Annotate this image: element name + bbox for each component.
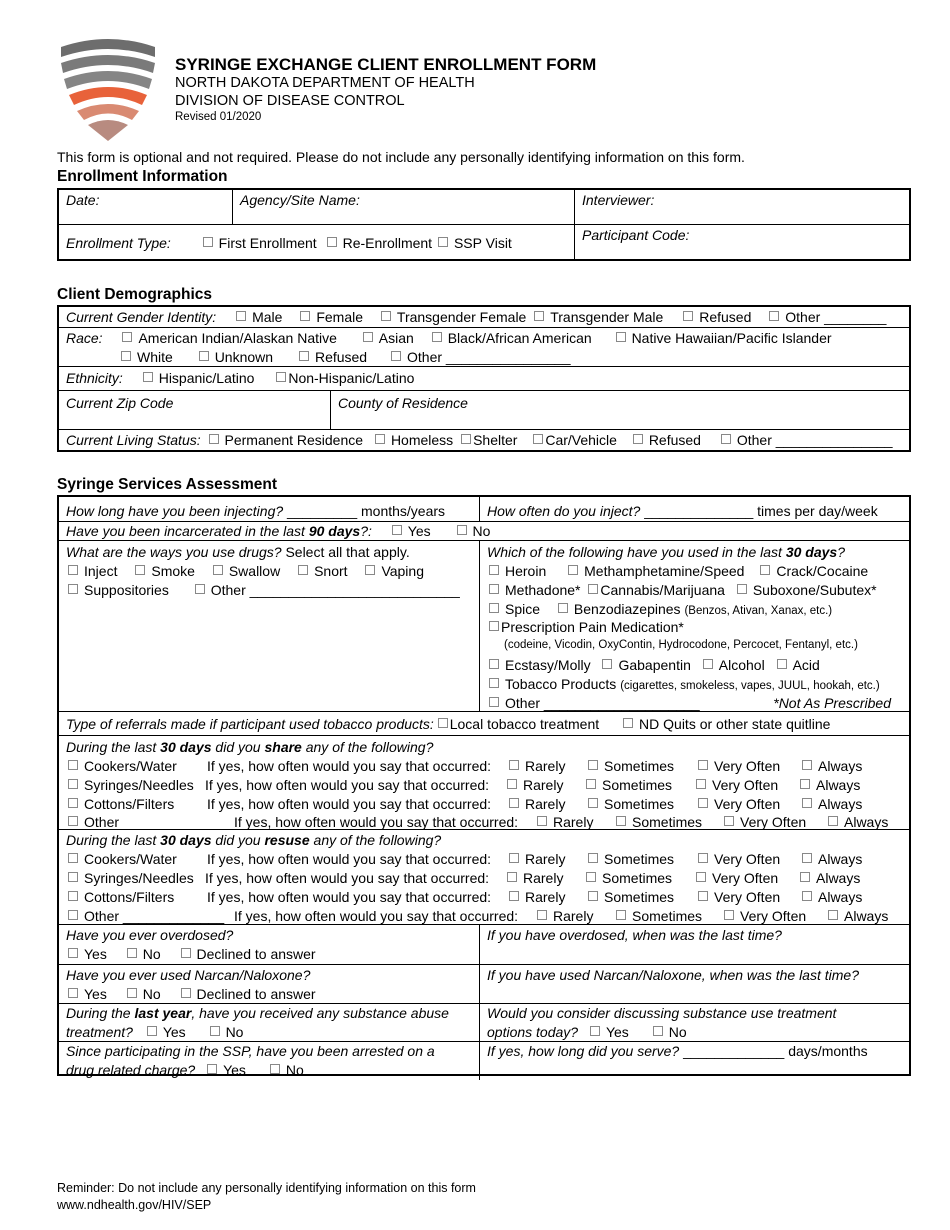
- share-syringes-rarely[interactable]: Rarely: [505, 776, 563, 794]
- county-field[interactable]: County of Residence: [330, 391, 909, 429]
- share-cottons-always[interactable]: Always: [800, 795, 862, 813]
- method-inject-checkbox[interactable]: Inject: [66, 563, 117, 579]
- reuse-syringes-veryoften[interactable]: Very Often: [694, 869, 778, 887]
- share-syringes-row: Syringes/Needles If yes, how often would you say that occurred: Rarely Sometimes Very Often Always: [66, 776, 194, 794]
- form-title: SYRINGE EXCHANGE CLIENT ENROLLMENT FORM: [175, 55, 597, 74]
- reuse-syringes-always[interactable]: Always: [798, 869, 860, 887]
- arrested-question: Since participating in the SSP, have you been arrested on a drug related charge? Yes No: [66, 1043, 435, 1078]
- referral-local-checkbox[interactable]: Local tobacco treatment: [438, 716, 599, 732]
- ethnicity-nonhispanic-checkbox[interactable]: Non-Hispanic/Latino: [274, 370, 414, 386]
- overdosed-last-time-field[interactable]: If you have overdosed, when was the last time?: [479, 925, 909, 964]
- share-section: During the last 30 days did you share any of the following? Cookers/Water If yes, how often would you say that occurred: Rarely Sometimes Very Often Always Syringes/Needles If yes, how often would you say that occurred: Rarely Sometimes Very Often Always Cottons/Filters If yes, how often would you say that occurred: Rarely Sometimes Very Often Always Other _____________ If yes, how often would you say that occurred: Rarely Sometimes Very Often Always: [66, 739, 889, 830]
- share-cottons-checkbox[interactable]: Cottons/Filters: [66, 796, 174, 812]
- method-vaping-checkbox[interactable]: Vaping: [363, 563, 424, 579]
- share-other-rarely[interactable]: Rarely: [535, 813, 593, 831]
- drug-benzo-checkbox[interactable]: Benzodiazepines (Benzos, Ativan, Xanax, etc.): [556, 601, 832, 617]
- discuss-treatment-question: Would you consider discussing substance use treatment options today? Yes No: [479, 1004, 909, 1041]
- method-suppositories-checkbox[interactable]: Suppositories: [66, 582, 169, 598]
- race-row: Race: American Indian/Alaskan Native Asian Black/African American Native Hawaiian/Pacific Islander White Unknown Refused Other ________________: [66, 330, 832, 365]
- drug-use-methods: What are the ways you use drugs? Select all that apply. Inject Smoke Swallow Snort Vaping Suppositories Other ___________________________: [66, 544, 460, 598]
- incarcerated-no-checkbox[interactable]: No: [455, 523, 491, 539]
- tobacco-referral-row: Type of referrals made if participant used tobacco products: Local tobacco treatment ND Quits or other state quitline: [66, 716, 831, 732]
- living-car-checkbox[interactable]: Car/Vehicle: [531, 432, 617, 448]
- method-swallow-checkbox[interactable]: Swallow: [211, 563, 280, 579]
- date-field[interactable]: Date:: [66, 192, 100, 208]
- drug-methadone-checkbox[interactable]: Methadone*: [487, 582, 581, 598]
- share-syringes-always[interactable]: Always: [798, 776, 860, 794]
- race-refused-checkbox[interactable]: Refused: [297, 349, 367, 365]
- enrollment-table: [57, 188, 911, 261]
- department-name: NORTH DAKOTA DEPARTMENT OF HEALTH: [175, 75, 475, 91]
- drug-tobacco-checkbox[interactable]: Tobacco Products (cigarettes, smokeless, vapes, JUUL, hookah, etc.): [487, 676, 880, 692]
- share-cookers-checkbox[interactable]: Cookers/Water: [66, 758, 177, 774]
- method-smoke-checkbox[interactable]: Smoke: [133, 563, 195, 579]
- optional-notice: This form is optional and not required. Please do not include any personally identifying information on this form.: [57, 149, 745, 165]
- discuss-no-checkbox[interactable]: No: [651, 1024, 687, 1040]
- discuss-yes-checkbox[interactable]: Yes: [588, 1024, 629, 1040]
- demographics-heading: Client Demographics: [57, 286, 213, 303]
- prescription-examples: (codeine, Vicodin, OxyContin, Hydrocodone, Percocet, Fentanyl, etc.): [504, 639, 858, 651]
- share-other-row: Other _____________ If yes, how often would you say that occurred: Rarely Sometimes Very Often Always: [66, 813, 224, 831]
- logo-band-5: [77, 104, 139, 120]
- share-cottons-sometimes[interactable]: Sometimes: [586, 795, 674, 813]
- first-enrollment-checkbox[interactable]: First Enrollment: [201, 235, 317, 251]
- race-unknown-checkbox[interactable]: Unknown: [197, 349, 273, 365]
- reuse-syringes-checkbox[interactable]: Syringes/Needles: [66, 870, 194, 886]
- narcan-question: Have you ever used Narcan/Naloxone? Yes No Declined to answer: [66, 967, 316, 1002]
- share-other-always[interactable]: Always: [826, 813, 888, 831]
- zip-code-field[interactable]: Current Zip Code: [66, 395, 174, 411]
- reuse-other-sometimes[interactable]: Sometimes: [614, 907, 702, 925]
- footer-reminder: Reminder: Do not include any personally identifying information on this form: [57, 1181, 476, 1195]
- reuse-other-row: Other _____________ If yes, how often would you say that occurred: Rarely Sometimes Very Often Always: [66, 907, 224, 925]
- treatment-question: During the last year, have you received any substance abuse treatment? Yes No: [66, 1005, 449, 1040]
- drug-gabapentin-checkbox[interactable]: Gabapentin: [600, 657, 690, 673]
- reuse-other-veryoften[interactable]: Very Often: [722, 907, 806, 925]
- gender-transmale-checkbox[interactable]: Transgender Male: [532, 309, 663, 325]
- reuse-cookers-veryoften[interactable]: Very Often: [696, 850, 780, 868]
- ndhealth-logo: [58, 35, 158, 143]
- drug-cannabis-checkbox[interactable]: Cannabis/Marijuana: [586, 582, 725, 598]
- drug-suboxone-checkbox[interactable]: Suboxone/Subutex*: [735, 582, 877, 598]
- overdosed-declined-checkbox[interactable]: Declined to answer: [179, 946, 316, 962]
- living-permanent-checkbox[interactable]: Permanent Residence: [207, 432, 364, 448]
- living-shelter-checkbox[interactable]: Shelter: [459, 432, 517, 448]
- share-cottons-rarely[interactable]: Rarely: [507, 795, 565, 813]
- drug-meth-checkbox[interactable]: Methamphetamine/Speed: [566, 563, 744, 579]
- reuse-syringes-rarely[interactable]: Rarely: [505, 869, 563, 887]
- share-syringes-veryoften[interactable]: Very Often: [694, 776, 778, 794]
- living-other-checkbox[interactable]: Other _______________: [719, 432, 893, 448]
- race-hawaiian-checkbox[interactable]: Native Hawaiian/Pacific Islander: [614, 330, 832, 346]
- assessment-table: [57, 495, 911, 1076]
- logo-band-2: [61, 55, 155, 73]
- drug-acid-checkbox[interactable]: Acid: [775, 657, 820, 673]
- reuse-other-checkbox[interactable]: Other _____________: [66, 908, 224, 924]
- race-black-checkbox[interactable]: Black/African American: [430, 330, 592, 346]
- agency-field[interactable]: Agency/Site Name:: [232, 190, 574, 224]
- logo-band-3: [64, 71, 152, 89]
- revision-date: Revised 01/2020: [175, 111, 262, 123]
- treatment-yes-checkbox[interactable]: Yes: [145, 1024, 186, 1040]
- reuse-cottons-veryoften[interactable]: Very Often: [696, 888, 780, 906]
- reuse-cottons-always[interactable]: Always: [800, 888, 862, 906]
- share-cottons-row: Cottons/Filters If yes, how often would you say that occurred: Rarely Sometimes Very Often Always: [66, 795, 174, 813]
- reuse-cookers-row: Cookers/Water If yes, how often would you say that occurred: Rarely Sometimes Very Often Always: [66, 850, 177, 868]
- drugs-used-30-days: Which of the following have you used in the last 30 days? Heroin Methamphetamine/Speed Crack/Cocaine Methadone* Cannabis/Marijuana Suboxone/Subutex* Spice Benzodiazepines (Benzos, Ativan, Xanax, etc.) Prescription Pain Medication* (codeine, Vicodin, OxyContin, Hydrocodone, Percocet, Fentanyl, etc.) Ecstasy/Molly Gabapentin Alcohol Acid Tobacco Products (cigarettes, smokeless, vapes, JUUL, hookah, etc.) Other ____________________ *Not As Prescribed: [479, 541, 909, 711]
- participant-code-field[interactable]: Participant Code:: [574, 225, 909, 261]
- gender-row: Current Gender Identity: Male Female Transgender Female Transgender Male Refused Other ________: [66, 309, 887, 325]
- drug-ecstasy-checkbox[interactable]: Ecstasy/Molly: [487, 657, 591, 673]
- share-other-veryoften[interactable]: Very Often: [722, 813, 806, 831]
- method-snort-checkbox[interactable]: Snort: [296, 563, 347, 579]
- gender-female-checkbox[interactable]: Female: [298, 309, 363, 325]
- method-other-checkbox[interactable]: Other ___________________________: [193, 582, 460, 598]
- reuse-syringes-row: Syringes/Needles If yes, how often would you say that occurred: Rarely Sometimes Very Often Always: [66, 869, 194, 887]
- share-cookers-always[interactable]: Always: [800, 757, 862, 775]
- logo-band-1: [61, 39, 155, 57]
- narcan-no-checkbox[interactable]: No: [125, 986, 161, 1002]
- share-cookers-veryoften[interactable]: Very Often: [696, 757, 780, 775]
- interviewer-field[interactable]: Interviewer:: [574, 190, 909, 224]
- inject-duration-field[interactable]: How long have you been injecting? _________ months/years: [66, 503, 446, 519]
- logo-band-6: [88, 120, 128, 141]
- reuse-cottons-checkbox[interactable]: Cottons/Filters: [66, 889, 174, 905]
- re-enrollment-checkbox[interactable]: Re-Enrollment: [325, 235, 432, 251]
- living-refused-checkbox[interactable]: Refused: [631, 432, 701, 448]
- reuse-other-rarely[interactable]: Rarely: [535, 907, 593, 925]
- not-prescribed-note: *Not As Prescribed: [773, 695, 891, 711]
- incarcerated-row: Have you been incarcerated in the last 90 days?: Yes No: [66, 523, 491, 539]
- reuse-cottons-rarely[interactable]: Rarely: [507, 888, 565, 906]
- reuse-cookers-rarely[interactable]: Rarely: [507, 850, 565, 868]
- division-name: DIVISION OF DISEASE CONTROL: [175, 93, 405, 109]
- overdosed-question: Have you ever overdosed? Yes No Declined to answer: [66, 927, 316, 962]
- reuse-cookers-always[interactable]: Always: [800, 850, 862, 868]
- share-cookers-rarely[interactable]: Rarely: [507, 757, 565, 775]
- race-american-indian-checkbox[interactable]: American Indian/Alaskan Native: [120, 330, 336, 346]
- logo-band-4: [69, 87, 147, 105]
- share-other-sometimes[interactable]: Sometimes: [614, 813, 702, 831]
- share-syringes-checkbox[interactable]: Syringes/Needles: [66, 777, 194, 793]
- drug-spice-checkbox[interactable]: Spice: [487, 601, 540, 617]
- drug-alcohol-checkbox[interactable]: Alcohol: [701, 657, 765, 673]
- overdosed-no-checkbox[interactable]: No: [125, 946, 161, 962]
- footer-url[interactable]: www.ndhealth.gov/HIV/SEP: [57, 1198, 212, 1212]
- reuse-syringes-sometimes[interactable]: Sometimes: [584, 869, 672, 887]
- share-other-checkbox[interactable]: Other _____________: [66, 814, 224, 830]
- drug-heroin-checkbox[interactable]: Heroin: [487, 563, 546, 579]
- drug-other-checkbox[interactable]: Other ____________________: [487, 695, 700, 711]
- narcan-yes-checkbox[interactable]: Yes: [66, 986, 107, 1002]
- share-cottons-veryoften[interactable]: Very Often: [696, 795, 780, 813]
- reuse-section: During the last 30 days did you resuse any of the following? Cookers/Water If yes, how often would you say that occurred: Rarely Sometimes Very Often Always Syringes/Needles If yes, how often would you say that occurred: Rarely Sometimes Very Often Always Cottons/Filters If yes, how often would you say that occurred: Rarely Sometimes Very Often Always Other _____________ If yes, how often would you say that occurred: Rarely Sometimes Very Often Always: [66, 832, 889, 924]
- demographics-table: [57, 305, 911, 452]
- ssp-visit-checkbox[interactable]: SSP Visit: [436, 235, 512, 251]
- share-cookers-row: Cookers/Water If yes, how often would you say that occurred: Rarely Sometimes Very Often Always: [66, 757, 177, 775]
- reuse-other-always[interactable]: Always: [826, 907, 888, 925]
- drug-prescription-pain-checkbox[interactable]: Prescription Pain Medication*: [487, 619, 684, 635]
- enrollment-heading: Enrollment Information: [57, 168, 228, 185]
- living-status-row: Current Living Status: Permanent Residence Homeless Shelter Car/Vehicle Refused Other _______________: [66, 432, 893, 448]
- overdosed-yes-checkbox[interactable]: Yes: [66, 946, 107, 962]
- gender-other-checkbox[interactable]: Other ________: [767, 309, 886, 325]
- reuse-cottons-sometimes[interactable]: Sometimes: [586, 888, 674, 906]
- arrested-no-checkbox[interactable]: No: [268, 1062, 304, 1078]
- ethnicity-row: Ethnicity: Hispanic/Latino Non-Hispanic/Latino: [66, 370, 415, 386]
- reuse-cottons-row: Cottons/Filters If yes, how often would you say that occurred: Rarely Sometimes Very Often Always: [66, 888, 174, 906]
- race-white-checkbox[interactable]: White: [119, 349, 173, 365]
- living-homeless-checkbox[interactable]: Homeless: [373, 432, 453, 448]
- incarcerated-yes-checkbox[interactable]: Yes: [390, 523, 431, 539]
- reuse-cookers-checkbox[interactable]: Cookers/Water: [66, 851, 177, 867]
- narcan-last-time-field[interactable]: If you have used Narcan/Naloxone, when was the last time?: [479, 965, 909, 1003]
- reuse-cookers-sometimes[interactable]: Sometimes: [586, 850, 674, 868]
- treatment-no-checkbox[interactable]: No: [208, 1024, 244, 1040]
- narcan-declined-checkbox[interactable]: Declined to answer: [179, 986, 316, 1002]
- enrollment-type-field: Enrollment Type: First Enrollment Re-Enrollment SSP Visit: [66, 235, 512, 251]
- referral-ndquits-checkbox[interactable]: ND Quits or other state quitline: [621, 716, 830, 732]
- share-cookers-sometimes[interactable]: Sometimes: [586, 757, 674, 775]
- drug-crack-checkbox[interactable]: Crack/Cocaine: [758, 563, 868, 579]
- share-syringes-sometimes[interactable]: Sometimes: [584, 776, 672, 794]
- inject-frequency-field[interactable]: How often do you inject? ______________ times per day/week: [479, 497, 909, 521]
- arrested-yes-checkbox[interactable]: Yes: [205, 1062, 246, 1078]
- time-served-field[interactable]: If yes, how long did you serve? _____________ days/months: [479, 1042, 909, 1080]
- gender-refused-checkbox[interactable]: Refused: [681, 309, 751, 325]
- assessment-heading: Syringe Services Assessment: [57, 476, 277, 493]
- race-asian-checkbox[interactable]: Asian: [361, 330, 414, 346]
- gender-male-checkbox[interactable]: Male: [234, 309, 282, 325]
- ethnicity-hispanic-checkbox[interactable]: Hispanic/Latino: [141, 370, 255, 386]
- gender-transfemale-checkbox[interactable]: Transgender Female: [379, 309, 526, 325]
- race-other-checkbox[interactable]: Other ________________: [389, 349, 570, 365]
